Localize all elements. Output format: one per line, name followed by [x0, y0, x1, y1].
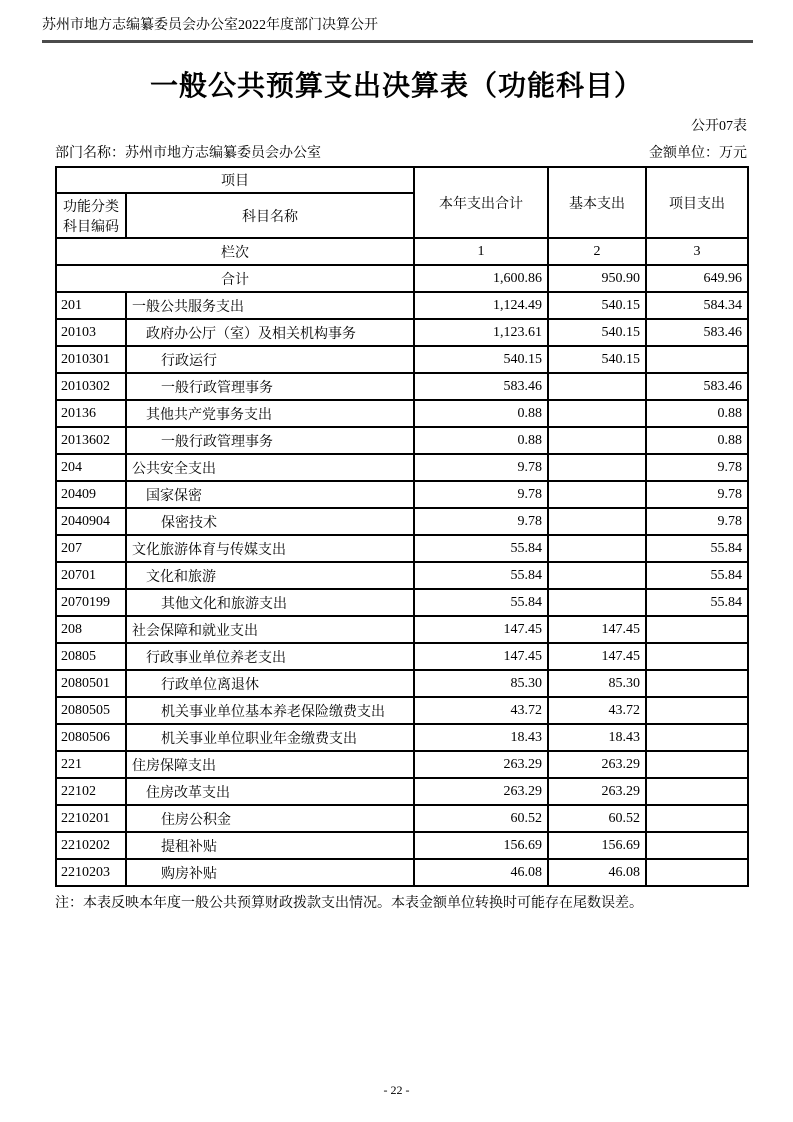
table-row: [56, 319, 748, 346]
basic-expense-cell: [548, 535, 646, 562]
rank-label: 栏次: [56, 238, 414, 265]
function-code-cell: 201: [56, 292, 126, 319]
function-code-cell: 2210201: [56, 805, 126, 832]
basic-expense-cell: 147.45: [548, 616, 646, 643]
project-expense-cell: [646, 859, 748, 886]
budget-table: [55, 166, 749, 887]
header-subject-name: 科目名称: [126, 193, 414, 238]
project-expense-cell: [646, 778, 748, 805]
project-expense-cell: 583.46: [646, 319, 748, 346]
basic-expense-cell: [548, 400, 646, 427]
table-row: [56, 589, 748, 616]
subject-name-cell: 住房保障支出: [126, 751, 414, 778]
function-code-cell: 204: [56, 454, 126, 481]
year-total-cell: 9.78: [414, 508, 548, 535]
year-total-cell: 43.72: [414, 697, 548, 724]
year-total-cell: 0.88: [414, 400, 548, 427]
table-code: 公开07表: [691, 119, 747, 134]
basic-expense-cell: [548, 454, 646, 481]
total-row-total: 1,600.86: [414, 265, 548, 292]
subject-name-cell: 文化旅游体育与传媒支出: [126, 535, 414, 562]
year-total-cell: 583.46: [414, 373, 548, 400]
page-number: - 22 -: [383, 1083, 410, 1097]
function-code-cell: 20805: [56, 643, 126, 670]
year-total-cell: 55.84: [414, 562, 548, 589]
document-header-text: 苏州市地方志编纂委员会办公室2022年度部门决算公开: [42, 18, 378, 33]
table-row: [56, 535, 748, 562]
subject-name-cell: 购房补贴: [126, 859, 414, 886]
basic-expense-cell: 156.69: [548, 832, 646, 859]
subject-name-cell: 提租补贴: [126, 832, 414, 859]
page-title: 一般公共预算支出决算表（功能科目）: [149, 71, 643, 102]
project-expense-cell: 9.78: [646, 481, 748, 508]
function-code-cell: 20136: [56, 400, 126, 427]
table-row: [56, 508, 748, 535]
function-code-cell: 2040904: [56, 508, 126, 535]
table-row: [56, 481, 748, 508]
function-code-cell: 207: [56, 535, 126, 562]
header-project-group: 项目: [56, 167, 414, 193]
total-row-label: 合计: [56, 265, 414, 292]
project-expense-cell: 9.78: [646, 508, 748, 535]
basic-expense-cell: 540.15: [548, 346, 646, 373]
table-body: [56, 265, 748, 886]
table-row: [56, 427, 748, 454]
table-row: [56, 859, 748, 886]
amount-unit: 金额单位：万元: [649, 146, 747, 161]
project-expense-cell: 9.78: [646, 454, 748, 481]
function-code-cell: 20103: [56, 319, 126, 346]
project-expense-cell: 0.88: [646, 427, 748, 454]
subject-name-cell: 一般公共服务支出: [126, 292, 414, 319]
function-code-cell: 2010302: [56, 373, 126, 400]
table-row: [56, 778, 748, 805]
subject-name-cell: 国家保密: [126, 481, 414, 508]
table-row: [56, 724, 748, 751]
subject-name-cell: 一般行政管理事务: [126, 373, 414, 400]
year-total-cell: 0.88: [414, 427, 548, 454]
department-name: 部门名称：苏州市地方志编纂委员会办公室: [55, 146, 321, 161]
basic-expense-cell: 85.30: [548, 670, 646, 697]
year-total-cell: 85.30: [414, 670, 548, 697]
total-row-basic: 950.90: [548, 265, 646, 292]
header-row-rank: [56, 238, 748, 265]
function-code-cell: 2070199: [56, 589, 126, 616]
table-row: [56, 346, 748, 373]
subject-name-cell: 机关事业单位基本养老保险缴费支出: [126, 697, 414, 724]
rank-col-2: 2: [548, 238, 646, 265]
subject-name-cell: 一般行政管理事务: [126, 427, 414, 454]
subject-name-cell: 社会保障和就业支出: [126, 616, 414, 643]
header-function-code-line2: 科目编码: [63, 219, 119, 235]
table-row: [56, 562, 748, 589]
subject-name-cell: 政府办公厅（室）及相关机构事务: [126, 319, 414, 346]
project-expense-cell: [646, 751, 748, 778]
subject-name-cell: 行政单位离退休: [126, 670, 414, 697]
table-row: [56, 616, 748, 643]
project-expense-cell: [646, 616, 748, 643]
function-code-cell: 22102: [56, 778, 126, 805]
header-row-project: [56, 167, 748, 193]
table-row: [56, 670, 748, 697]
year-total-cell: 9.78: [414, 481, 548, 508]
table-row: [56, 292, 748, 319]
project-expense-cell: [646, 724, 748, 751]
rank-col-1: 1: [414, 238, 548, 265]
function-code-cell: 2080505: [56, 697, 126, 724]
basic-expense-cell: 540.15: [548, 319, 646, 346]
meta-line: [55, 142, 747, 166]
project-expense-cell: 0.88: [646, 400, 748, 427]
function-code-cell: 2210202: [56, 832, 126, 859]
project-expense-cell: [646, 697, 748, 724]
function-code-cell: 20701: [56, 562, 126, 589]
table-row: [56, 805, 748, 832]
subject-name-cell: 其他文化和旅游支出: [126, 589, 414, 616]
year-total-cell: 540.15: [414, 346, 548, 373]
function-code-cell: 2080501: [56, 670, 126, 697]
basic-expense-cell: 147.45: [548, 643, 646, 670]
basic-expense-cell: [548, 481, 646, 508]
header-function-code-line1: 功能分类: [63, 199, 119, 215]
basic-expense-cell: 18.43: [548, 724, 646, 751]
subject-name-cell: 行政运行: [126, 346, 414, 373]
table-row: [56, 697, 748, 724]
project-expense-cell: [646, 805, 748, 832]
function-code-cell: 2013602: [56, 427, 126, 454]
subject-name-cell: 机关事业单位职业年金缴费支出: [126, 724, 414, 751]
basic-expense-cell: 46.08: [548, 859, 646, 886]
basic-expense-cell: 43.72: [548, 697, 646, 724]
project-expense-cell: 584.34: [646, 292, 748, 319]
footnote: 注：本表反映本年度一般公共预算财政拨款支出情况。本表金额单位转换时可能存在尾数误差。: [55, 896, 643, 911]
year-total-cell: 60.52: [414, 805, 548, 832]
year-total-cell: 55.84: [414, 535, 548, 562]
function-code-cell: 221: [56, 751, 126, 778]
document-header: [42, 14, 753, 43]
subject-name-cell: 住房改革支出: [126, 778, 414, 805]
subject-name-cell: 住房公积金: [126, 805, 414, 832]
project-expense-cell: 55.84: [646, 562, 748, 589]
table-row: [56, 751, 748, 778]
year-total-cell: 1,123.61: [414, 319, 548, 346]
project-expense-cell: 583.46: [646, 373, 748, 400]
basic-expense-cell: 540.15: [548, 292, 646, 319]
project-expense-cell: 55.84: [646, 589, 748, 616]
basic-expense-cell: 263.29: [548, 778, 646, 805]
subject-name-cell: 行政事业单位养老支出: [126, 643, 414, 670]
subject-name-cell: 保密技术: [126, 508, 414, 535]
total-row-project: 649.96: [646, 265, 748, 292]
table-row: [56, 643, 748, 670]
function-code-cell: 20409: [56, 481, 126, 508]
basic-expense-cell: [548, 562, 646, 589]
basic-expense-cell: 263.29: [548, 751, 646, 778]
basic-expense-cell: [548, 508, 646, 535]
header-basic-expense: 基本支出: [548, 167, 646, 238]
year-total-cell: 263.29: [414, 778, 548, 805]
year-total-cell: 147.45: [414, 643, 548, 670]
function-code-cell: 2210203: [56, 859, 126, 886]
year-total-cell: 9.78: [414, 454, 548, 481]
basic-expense-cell: [548, 589, 646, 616]
year-total-cell: 156.69: [414, 832, 548, 859]
table-row: [56, 832, 748, 859]
project-expense-cell: [646, 643, 748, 670]
table-row: [56, 454, 748, 481]
year-total-cell: 1,124.49: [414, 292, 548, 319]
function-code-cell: 208: [56, 616, 126, 643]
function-code-cell: 2080506: [56, 724, 126, 751]
function-code-cell: 2010301: [56, 346, 126, 373]
project-expense-cell: [646, 670, 748, 697]
basic-expense-cell: [548, 373, 646, 400]
content-area: [55, 115, 747, 912]
project-expense-cell: [646, 346, 748, 373]
rank-col-3: 3: [646, 238, 748, 265]
project-expense-cell: [646, 832, 748, 859]
subject-name-cell: 其他共产党事务支出: [126, 400, 414, 427]
year-total-cell: 46.08: [414, 859, 548, 886]
total-row: [56, 265, 748, 292]
header-project-expense: 项目支出: [646, 167, 748, 238]
year-total-cell: 55.84: [414, 589, 548, 616]
subject-name-cell: 文化和旅游: [126, 562, 414, 589]
year-total-cell: 263.29: [414, 751, 548, 778]
basic-expense-cell: [548, 427, 646, 454]
year-total-cell: 18.43: [414, 724, 548, 751]
basic-expense-cell: 60.52: [548, 805, 646, 832]
project-expense-cell: 55.84: [646, 535, 748, 562]
table-row: [56, 373, 748, 400]
subject-name-cell: 公共安全支出: [126, 454, 414, 481]
table-row: [56, 400, 748, 427]
year-total-cell: 147.45: [414, 616, 548, 643]
header-function-code: [56, 193, 126, 238]
header-year-total: 本年支出合计: [414, 167, 548, 238]
